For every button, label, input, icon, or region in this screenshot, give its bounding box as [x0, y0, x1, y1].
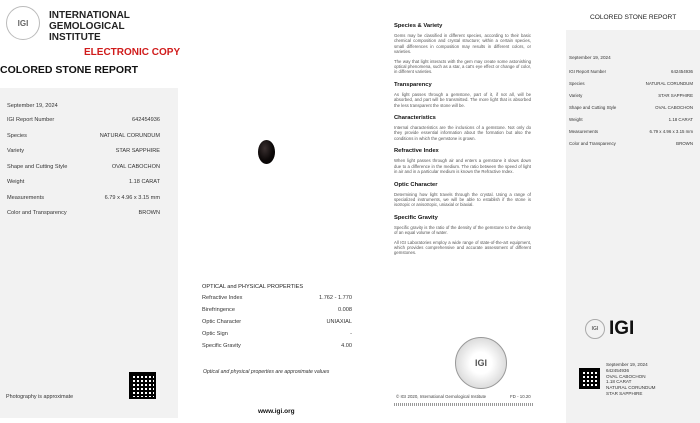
optical-row: Specific Gravity 4.00	[202, 343, 352, 349]
photo-note: Photography is approximate	[6, 394, 74, 400]
optical-rows	[202, 295, 352, 355]
info-section	[394, 115, 531, 141]
report-row: Color and Transparency BROWN	[7, 210, 160, 216]
org-line-1: INTERNATIONAL	[49, 10, 130, 21]
optical-title: OPTICAL and PHYSICAL PROPERTIES	[202, 284, 304, 290]
info-paragraph: Determining how light travels through the crystal. Using a range of specialized instruments, we will be able to establish if the stone is isotropic or anisotropic, uniaxial or biaxial.	[394, 191, 531, 208]
info-column	[394, 23, 531, 263]
org-name	[49, 10, 130, 43]
website-link[interactable]: www.igi.org	[258, 408, 295, 415]
info-section	[394, 23, 531, 75]
info-paragraph: Specific gravity is the ratio of the density of the gemstone to the density of an equal volume of water.	[394, 224, 531, 236]
stub-date: September 19, 2024	[606, 362, 648, 367]
info-heading: Refractive Index	[394, 148, 439, 155]
info-paragraph: The way that light interacts with the gem may create some astonishing optical phenomena, such as a star, a cat's eye effect or change of color, in different varieties.	[394, 58, 531, 75]
info-paragraph: As light passes through a gemstone, part of it, if not all, will be absorbed, and part will be transmitted. The more light that is absorbed the less transparent the stone will be.	[394, 91, 531, 108]
right-row: Variety STAR SAPPHIRE	[569, 93, 693, 98]
right-row: IGI Report Number 642454936	[569, 69, 693, 74]
security-strip	[394, 403, 534, 406]
right-row: Color and Transparency BROWN	[569, 141, 693, 146]
stub-weight: 1.18 CARAT	[606, 379, 632, 385]
info-heading: Characteristics	[394, 115, 436, 122]
report-row: Measurements 6.79 x 4.96 x 3.15 mm	[7, 194, 160, 201]
right-date: September 19, 2024	[569, 55, 611, 60]
right-seal-text: IGI	[591, 326, 599, 332]
optical-row: Optic Character UNIAXIAL	[202, 319, 352, 325]
right-rows	[569, 69, 693, 153]
info-paragraph: When light passes through air and enters a gemstone it slows down due to a difference in the medium. The ratio between the speed of light in air and in a particular medium is known the Refractive Index.	[394, 158, 531, 175]
stub-shape: OVAL CABOCHON	[606, 373, 646, 379]
igi-seal-logo	[6, 6, 40, 40]
info-heading: Specific Gravity	[394, 214, 438, 221]
optical-row: Birefringence 0.008	[202, 307, 352, 313]
report-stub	[606, 362, 656, 397]
info-heading: Species & Variety	[394, 23, 443, 29]
info-section	[394, 215, 531, 256]
info-paragraph: Internal characteristics are the inclusions of a gemstone. Not only do they provide essential information about the formation but also the conditions in which the gemstone is grown.	[394, 125, 531, 141]
info-paragraph: All IGI Laboratories employ a wide range of state-of-the-art equipment, which provides comprehensive and accurate assessment of different gemstones.	[394, 239, 531, 256]
right-qr-code	[579, 368, 600, 389]
org-line-2: GEMOLOGICAL	[49, 21, 125, 32]
report-rows	[7, 117, 160, 226]
igi-logo: IGI	[609, 318, 635, 339]
info-heading: Optic Character	[394, 181, 438, 188]
stub-variety: STAR SAPPHIRE	[606, 390, 643, 396]
copyright: © IGI 2020, International Gemological Institute	[396, 394, 487, 399]
report-date: September 19, 2024	[7, 103, 58, 109]
seal-text: IGI	[17, 18, 29, 28]
right-report-title: COLORED STONE REPORT	[590, 14, 677, 21]
right-row: Species NATURAL CORUNDUM	[569, 81, 693, 86]
qr-code	[129, 372, 156, 399]
stub-species: NATURAL CORUNDUM	[606, 385, 656, 391]
info-section	[394, 148, 531, 174]
info-heading: Transparency	[394, 81, 432, 88]
info-paragraph: Gems may be classified in different species, according to their basic chemical composition and crystal structure; within a certain species, small differences in composition may results in different colors, or varieties.	[394, 33, 531, 55]
stub-number: 642454936	[606, 367, 629, 373]
right-row: Measurements 6.79 x 4.96 x 3.15 mm	[569, 129, 693, 134]
right-row: Shape and Cutting Style OVAL CABOCHON	[569, 105, 693, 110]
right-row: Weight 1.18 CARAT	[569, 117, 693, 122]
hologram-text: IGI	[474, 358, 487, 368]
optical-note: Optical and physical properties are approximate values	[203, 369, 330, 375]
report-row: Shape and Cutting Style OVAL CABOCHON	[7, 163, 160, 170]
report-row: Weight 1.18 CARAT	[7, 179, 160, 185]
electronic-copy-label: ELECTRONIC COPY	[84, 47, 181, 58]
optical-row: Refractive Index 1.762 - 1.770	[202, 295, 352, 301]
info-section	[394, 82, 531, 108]
org-line-3: INSTITUTE	[49, 32, 101, 43]
report-row: Variety STAR SAPPHIRE	[7, 148, 160, 154]
report-title: COLORED STONE REPORT	[0, 64, 139, 76]
info-section	[394, 182, 531, 208]
form-code: FD - 10.20	[510, 394, 531, 399]
gemstone-photo	[258, 140, 275, 164]
hologram-seal	[455, 337, 507, 389]
report-row: IGI Report Number 642454936	[7, 117, 160, 123]
optical-row: Optic Sign -	[202, 331, 352, 337]
report-row: Species NATURAL CORUNDUM	[7, 132, 160, 139]
right-seal-logo	[585, 319, 605, 339]
